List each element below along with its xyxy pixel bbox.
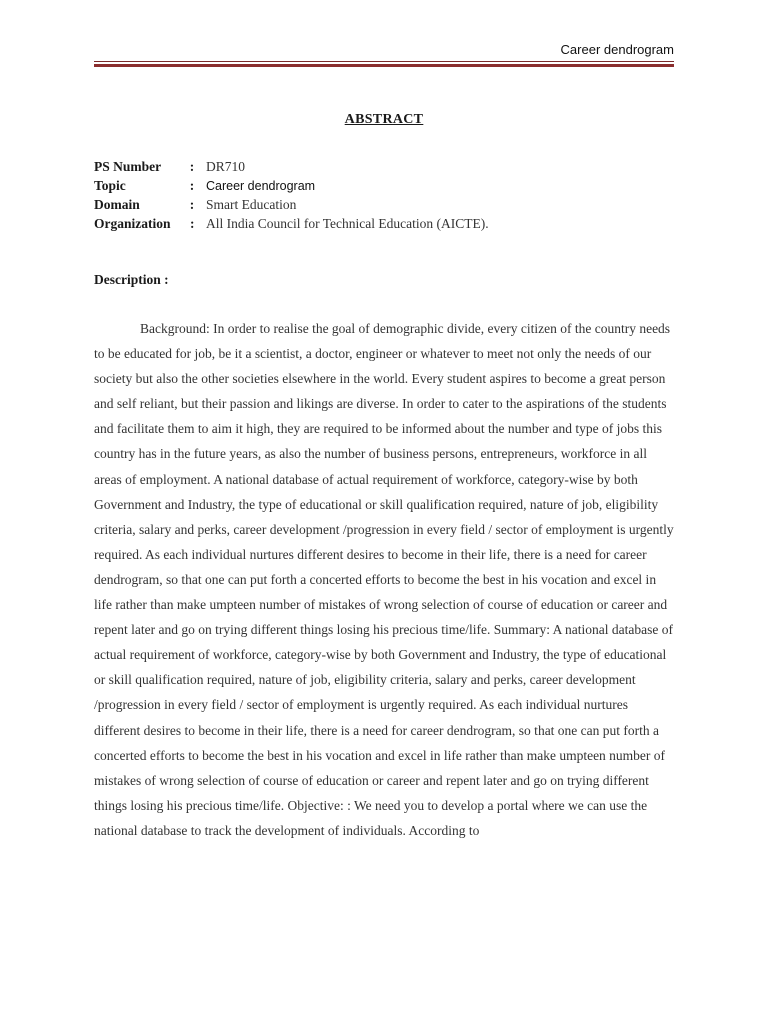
- meta-row-topic: [94, 176, 489, 195]
- domain-label: Domain: [94, 197, 140, 212]
- meta-row-domain: [94, 195, 489, 214]
- organization-separator: :: [190, 216, 195, 231]
- description-body: Background: In order to realise the goal of demographic divide, every citizen of the country needs to be educated for job, be it a scientist, a doctor, engineer or whatever to meet not only the needs of our society but also the other societies elsewhere in the world. Every student aspires to become a great person and self reliant, but their passion and likings are diverse. In order to cater to the aspirations of the students and facilitate them to aim it high, they are required to be informed about the number and type of jobs this country has in the future years, as also the number of business persons, entrepreneurs, workforce in all areas of employment. A national database of actual requirement of workforce, category-wise by both Government and Industry, the type of educational or skill qualification required, nature of job, eligibility criteria, salary and perks, career development /progression in every field / sector of employment is urgently required. As each individual nurtures different desires to become in their life, there is a need for career dendrogram, so that one can put forth a concerted efforts to become the best in his vocation and excel in life rather than make umpteen number of mistakes of wrong selection of course of education or career and repent later and go on trying different things losing his precious time/life. Summary: A national database of actual requirement of workforce, category-wise by both Government and Industry, the type of educational or skill qualification required, nature of job, eligibility criteria, salary and perks, career development /progression in every field / sector of employment is urgently required. As each individual nurtures different desires to become in their life, there is a need for career dendrogram, so that one can put forth a concerted efforts to become the best in his vocation and excel in life rather than make umpteen number of mistakes of wrong selection of course of education or career and repent later and go on trying different things losing his precious time/life. Objective: : We need you to develop a portal where we can use the national database to track the development of individuals. According to: [94, 321, 674, 838]
- ps-number-separator: :: [189, 159, 195, 174]
- header-rule-thin: [94, 61, 674, 62]
- organization-label: Organization: [94, 216, 171, 231]
- topic-value: Career dendrogram: [206, 179, 316, 193]
- ps-number-label: PS Number: [94, 159, 162, 174]
- header-rule-thick: [94, 64, 674, 67]
- description-heading: Description :: [94, 272, 169, 287]
- domain-separator: :: [189, 197, 195, 212]
- ps-number-value: DR710: [206, 159, 246, 174]
- meta-row-organization: [94, 214, 489, 233]
- abstract-title: ABSTRACT: [344, 112, 424, 127]
- domain-value: Smart Education: [206, 197, 297, 212]
- topic-separator: :: [189, 178, 195, 193]
- meta-row-ps-number: [94, 157, 489, 176]
- topic-label: Topic: [94, 178, 126, 193]
- organization-value: All India Council for Technical Education (AICTE).: [206, 216, 489, 231]
- meta-table: [94, 157, 489, 233]
- running-header: Career dendrogram: [560, 42, 674, 57]
